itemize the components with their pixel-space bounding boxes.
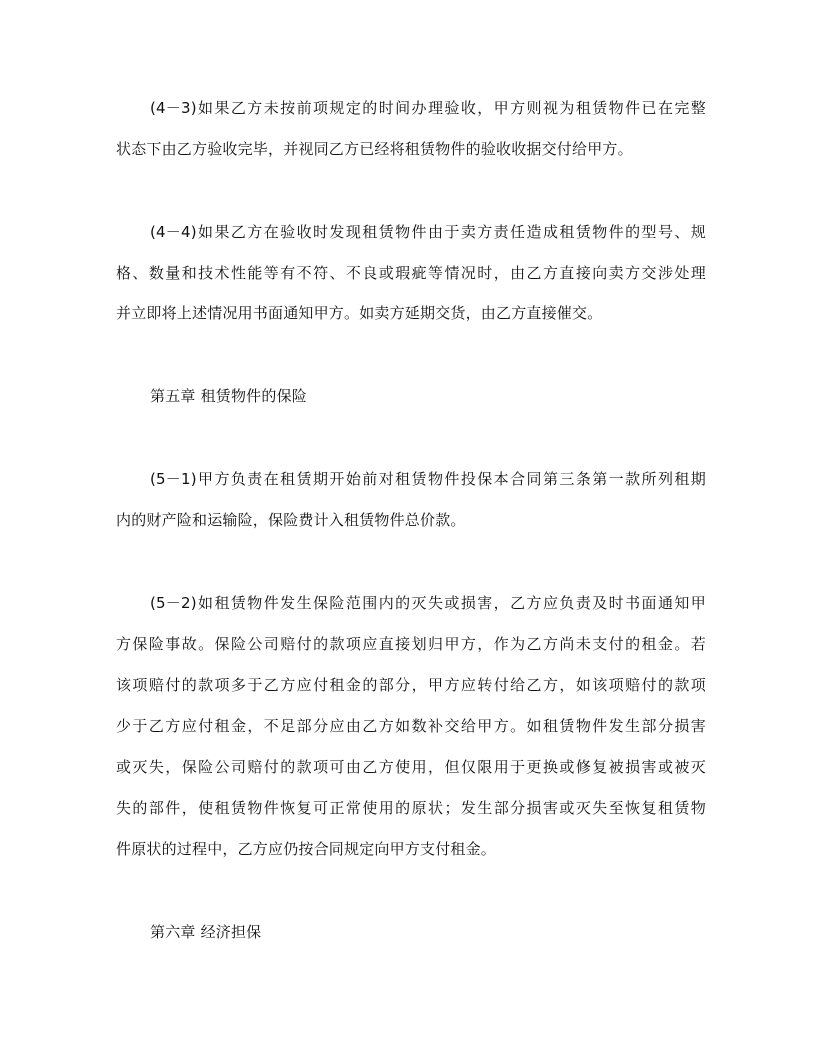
clause-5-2-line-4: 少于乙方应付租金，不足部分应由乙方如数补交给甲方。如租赁物件发生部分损害 [116,717,706,735]
clause-4-4-line-3: 并立即将上述情况用书面通知甲方。如卖方延期交货，由乙方直接催交。 [116,304,603,322]
clause-5-2-line-2: 方保险事故。保险公司赔付的款项应直接划归甲方，作为乙方尚未支付的租金。若 [116,635,706,653]
clause-5-2-line-7: 件原状的过程中，乙方应仍按合同规定向甲方支付租金。 [116,840,497,858]
clause-5-2-line-3: 该项赔付的款项多于乙方应付租金的部分，甲方应转付给乙方，如该项赔付的款项 [116,676,706,694]
clause-5-2-line-5: 或灭失，保险公司赔付的款项可由乙方使用，但仅限用于更换或修复被损害或被灭 [116,758,706,776]
chapter-6-heading: 第六章 经济担保 [150,923,262,941]
chapter-5-heading: 第五章 租赁物件的保险 [150,387,307,405]
clause-4-3-line-2: 状态下由乙方验收完毕，并视同乙方已经将租赁物件的验收收据交付给甲方。 [116,140,633,158]
clause-4-3-line-1: (4－3)如果乙方未按前项规定的时间办理验收，甲方则视为租赁物件已在完整 [150,99,706,117]
clause-5-1-line-2: 内的财产险和运输险，保险费计入租赁物件总价款。 [116,511,466,529]
clause-5-2-line-1: (5－2)如租赁物件发生保险范围内的灭失或损害，乙方应负责及时书面通知甲 [150,594,706,612]
clause-4-4-line-1: (4－4)如果乙方在验收时发现租赁物件由于卖方责任造成租赁物件的型号、规 [150,223,706,241]
clause-5-2-line-6: 失的部件，使租赁物件恢复可正常使用的原状；发生部分损害或灭失至恢复租赁物 [116,799,706,817]
clause-5-1-line-1: (5－1)甲方负责在租赁期开始前对租赁物件投保本合同第三条第一款所列租期 [150,470,706,488]
clause-4-4-line-2: 格、数量和技术性能等有不符、不良或瑕疵等情况时，由乙方直接向卖方交涉处理 [116,264,706,282]
